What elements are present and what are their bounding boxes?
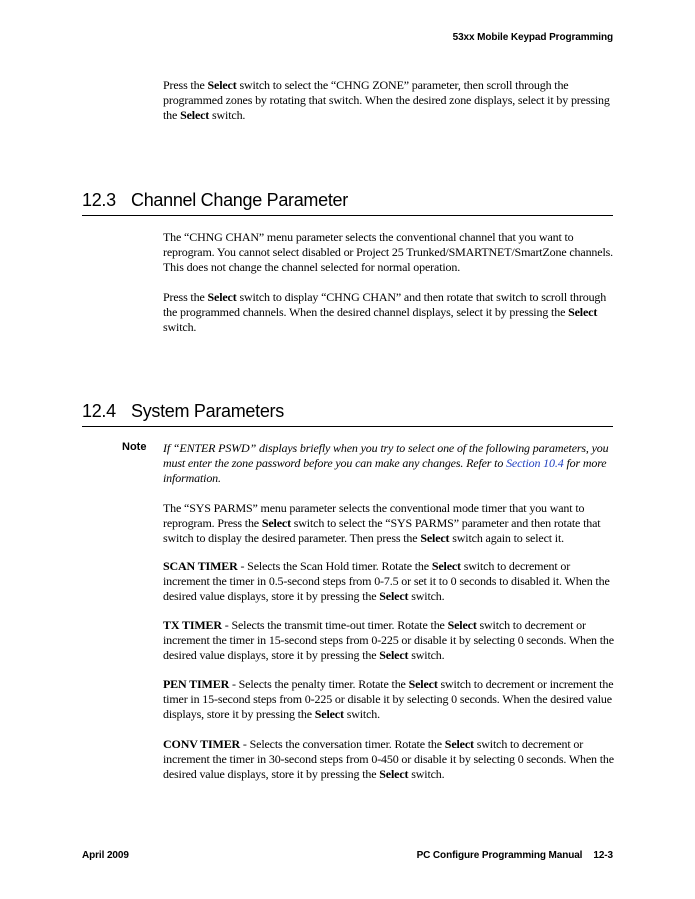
footer-page-number: 12-3 [593, 850, 613, 861]
conv-timer-paragraph: CONV TIMER - Selects the conversation timer. Rotate the Select switch to decrement or increment the timer in 30-second steps from 0-450 or disable it by selecting 0 seconds. When the desired value displays, store it by pressing the Select switch. [163, 737, 614, 781]
sys-parms-paragraph: The “SYS PARMS” menu parameter selects the conventional mode timer that you want to reprogram. Press the Select switch to select the “SYS PARMS” parameter and then rotate that switch to display the desired parameter. Then press the Select switch again to select it. [163, 501, 601, 545]
intro-paragraph: Press the Select switch to select the “CHNG ZONE” parameter, then scroll through the programmed zones by rotating that switch. When the desired zone displays, select it by pressing the Select switch. [163, 78, 610, 122]
section-title: Channel Change Parameter [131, 190, 348, 210]
note-text: If “ENTER PSWD” displays briefly when you try to select one of the following parameters, you must enter the zone password before you can make any changes. Refer to Section 10.4 for more information. [163, 441, 609, 485]
section-heading-12-4 [82, 400, 613, 427]
section-10-4-link[interactable]: Section 10.4 [506, 456, 564, 470]
note-label: Note [122, 441, 147, 453]
section-number: 12.4 [82, 401, 116, 421]
chng-chan-paragraph: The “CHNG CHAN” menu parameter selects the conventional channel that you want to reprogram. You cannot select disabled or Project 25 Trunked/SMARTNET/SmartZone channels. This does not change the channel selected for normal operation. [163, 230, 614, 274]
section-heading-12-3 [82, 189, 613, 216]
pen-timer-paragraph: PEN TIMER - Selects the penalty timer. Rotate the Select switch to decrement or increment the timer in 15-second steps from 0-225 or disable it by selecting 0 seconds. When the desired value displays, store it by pressing the Select switch. [163, 677, 614, 721]
running-header: 53xx Mobile Keypad Programming [452, 32, 613, 43]
footer-date: April 2009 [82, 850, 129, 861]
tx-timer-paragraph: TX TIMER - Selects the transmit time-out timer. Rotate the Select switch to decrement or increment the timer in 15-second steps from 0-225 or disable it by selecting 0 seconds. When the desired value displays, store it by pressing the Select switch. [163, 618, 614, 662]
chng-chan-select-paragraph: Press the Select switch to display “CHNG CHAN” and then rotate that switch to scroll through the programmed channels. When the desired channel displays, select it by pressing the Select switch. [163, 290, 607, 334]
footer-right [417, 850, 613, 861]
section-number: 12.3 [82, 190, 116, 210]
section-title: System Parameters [131, 401, 284, 421]
footer-manual-title: PC Configure Programming Manual [416, 850, 583, 861]
scan-timer-paragraph: SCAN TIMER - Selects the Scan Hold timer. Rotate the Select switch to decrement or increment the timer in 0.5-second steps from 0-7.5 or set it to 0 seconds to disabled it. When the desired value displays, store it by pressing the Select switch. [163, 559, 610, 603]
